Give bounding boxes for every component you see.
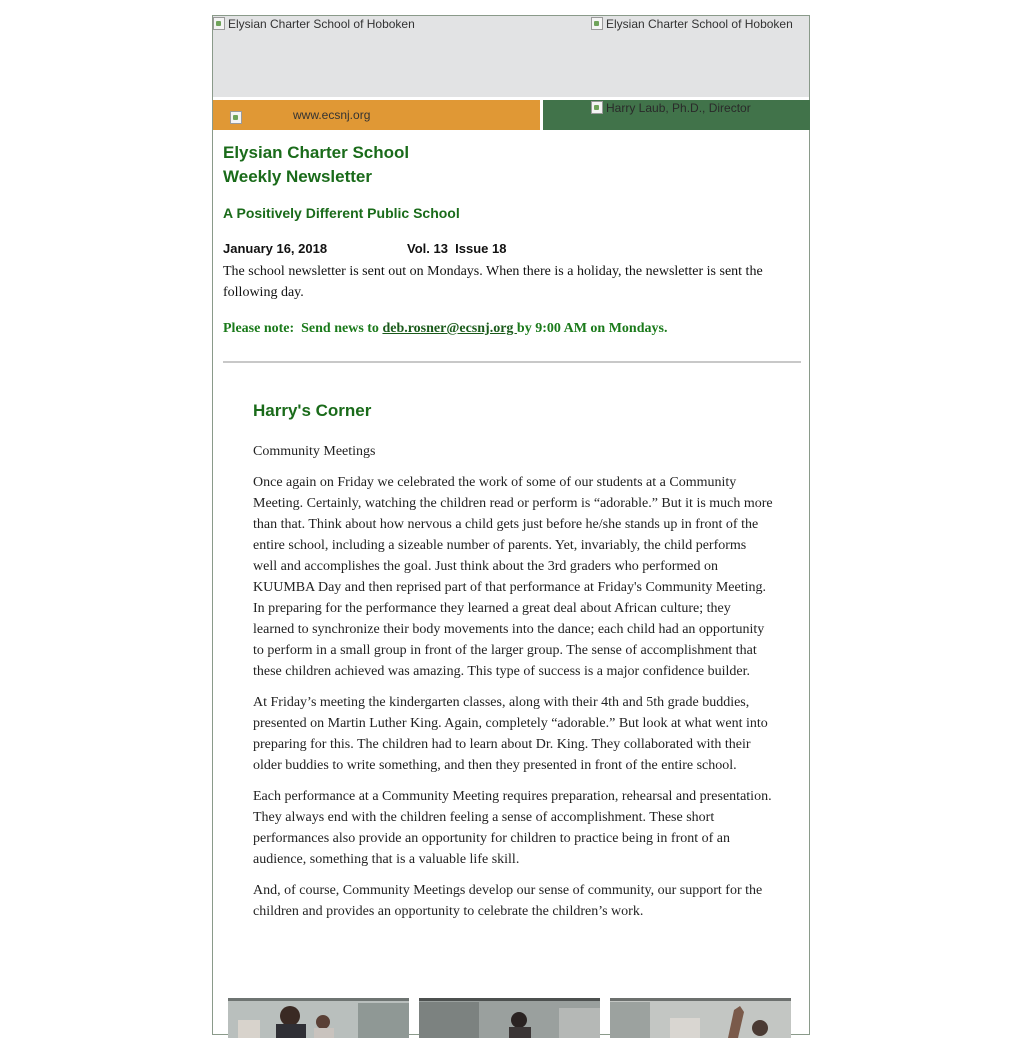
community-meeting-photo-1 [228,998,409,1038]
issue-date: January 16, 2018 [223,241,328,256]
harrys-corner-section [253,401,773,932]
broken-image-icon [591,17,603,30]
broken-image-icon [591,101,603,114]
newsletter-intro [223,141,803,363]
newsletter-title-line2: Weekly Newsletter [223,167,372,186]
newsletter-title-line1: Elysian Charter School [223,143,410,162]
header-banner [213,16,809,97]
website-bar [213,100,540,130]
website-link[interactable]: www.ecsnj.org [293,108,371,122]
harrys-corner-paragraph: Once again on Friday we celebrated the work of some of our students at a Community Meeting. Certainly, watching the children read or perform is “adorable.” But it is much more than that. Think about how nervous a child gets just before he/she stands up in front of the entire school, including a sizeable number of parents. Yet, invariably, the child performs well and accomplishes the goal. Just think about the 3rd graders who performed on KUUMBA Day and then reprised part of that performance at Friday's Community Meeting. In preparing for the performance they learned a great deal about African culture; they learned to synchronize their body movements into the dance; each child had an opportunity to perform in a small group in front of the larger group. The sense of accomplishment that these children achieved was amazing. This type of success is a major confidence builder. [253,475,773,679]
harrys-corner-paragraph: At Friday’s meeting the kindergarten classes, along with their 4th and 5th grade buddies, presented on Martin Luther King. Again, completely “adorable.” But look at what went into preparing for this. The children had to learn about Dr. King. They collaborated with their older buddies to write something, and then they presented in front of the entire school. [253,695,768,773]
community-meeting-photo-3 [610,998,791,1038]
broken-image-icon [230,111,242,124]
school-logo-image: Elysian Charter School of Hoboken [213,17,415,31]
harrys-corner-heading: Harry's Corner [253,401,372,420]
school-banner-image: Elysian Charter School of Hoboken [591,17,793,31]
newsletter-frame [212,15,810,1035]
issue-dateline [223,241,803,259]
community-meeting-photo-2 [419,998,600,1038]
harrys-corner-subheading: Community Meetings [253,444,376,459]
broken-image-icon [213,17,225,30]
website-image [230,109,245,127]
director-bar [543,100,810,130]
director-image: Harry Laub, Ph.D., Director [591,101,751,115]
issue-volume: Vol. 13 Issue 18 [407,241,507,256]
intro-text: The school newsletter is sent out on Mondays. When there is a holiday, the newsletter is sent the following day. [223,264,763,300]
harrys-corner-paragraph: Each performance at a Community Meeting requires preparation, rehearsal and presentation. They always end with the children feeling a sense of accomplishment. These short performances also provide an opportunity for children to practice being in front of an audience, something that is a valuable life skill. [253,789,772,867]
note-prefix: Please note: Send news to [223,321,383,336]
note-suffix: by 9:00 AM on Mondays. [516,321,668,336]
email-link[interactable]: deb.rosner@ecsnj.org [382,321,517,336]
tagline: A Positively Different Public School [223,205,460,221]
section-divider [223,361,801,363]
submission-note [223,321,803,337]
harrys-corner-paragraph: And, of course, Community Meetings develop our sense of community, our support for the children and provides an opportunity to celebrate the children’s work. [253,883,763,919]
